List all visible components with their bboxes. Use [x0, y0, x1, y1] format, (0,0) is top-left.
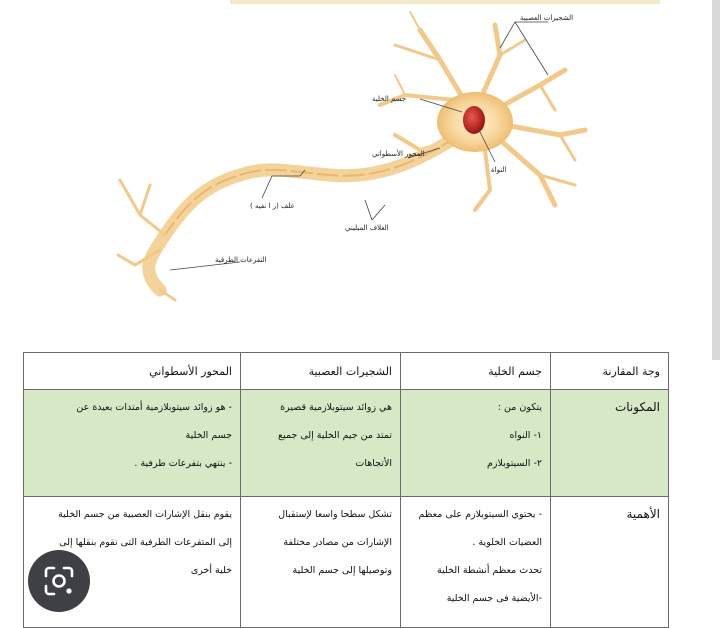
label-cell-body: جسم الخلية	[372, 95, 407, 103]
label-nucleus: النواة	[491, 166, 507, 174]
row-label-components: المكونات	[551, 390, 669, 497]
lens-button[interactable]	[28, 550, 90, 612]
header-comparison: وجة المقارنة	[551, 353, 669, 390]
header-row	[24, 353, 669, 390]
label-axon: المحور الأسطواني	[372, 150, 425, 158]
top-strip	[230, 0, 660, 4]
cell-importance-body: - يحتوي السيتوبلازم على معظم العضيات الخلوية . تحدث معظم أنشطة الخلية -الأيضية فى جسم الخلية	[401, 497, 551, 628]
nucleus	[463, 106, 485, 134]
label-terminals: التفرعات الطرفية	[215, 256, 267, 264]
header-dendrites: الشجيرات العصبية	[241, 353, 401, 390]
cell-importance-axon: يقوم بنقل الإشارات العصبية من جسم الخلية إلى المتفرعات الطرفية التى تقوم بنقلها إلى خلية أخرى	[24, 497, 241, 628]
cell-components-axon: - هو زوائد سيتوبلازمية أمتدات بعيدة عن جسم الخلية - ينتهي بتفرعات طرفية .	[24, 390, 241, 497]
comparison-table	[23, 352, 669, 628]
cell-components-body: يتكون من : ١- النواه ٢- السيتوبلازم	[401, 390, 551, 497]
header-cell-body: جسم الخلية	[401, 353, 551, 390]
row-label-importance: الأهمية	[551, 497, 669, 628]
label-sheath: غلف (ر ا نفيه )	[250, 202, 295, 210]
cell-importance-dendrites: تشكل سطحا واسعا لإستقبال الإشارات من مصادر مختلفة وتوصيلها إلى جسم الخلية	[241, 497, 401, 628]
label-myelin: الغلاف الميليني	[345, 224, 389, 232]
header-axon: المحور الأسطواني	[24, 353, 241, 390]
lens-icon	[42, 564, 76, 598]
row-components	[24, 390, 669, 497]
scrollbar[interactable]	[712, 0, 720, 360]
cell-components-dendrites: هي زوائد سيتوبلازمية قصيرة تمتد من جيم الخلية إلى جميع الأتجاهات	[241, 390, 401, 497]
label-dendrites: الشجيرات العصبية	[520, 14, 574, 22]
row-importance	[24, 497, 669, 628]
